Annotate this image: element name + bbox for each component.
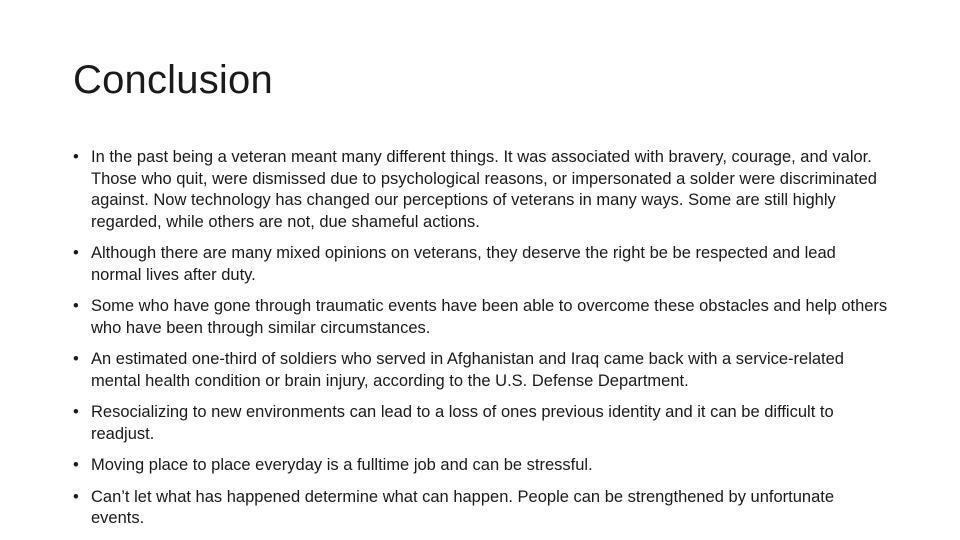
bullet-item [73,487,888,530]
bullet-icon: • [73,350,79,368]
bullet-text: Resocializing to new environments can lead to a loss of ones previous identity and it can be difficult to readjust. [91,403,834,443]
bullet-text: An estimated one-third of soldiers who served in Afghanistan and Iraq came back with a service-related mental health condition or brain injury, according to the U.S. Defense Department. [91,350,844,390]
bullet-icon: • [73,456,79,474]
bullet-icon: • [73,403,79,421]
bullet-icon: • [73,244,79,262]
bullet-item [73,243,888,286]
bullet-icon: • [73,297,79,315]
bullet-item [73,147,888,233]
bullet-list [73,147,888,540]
bullet-text: Can’t let what has happened determine what can happen. People can be strengthened by unfortunate events. [91,487,835,527]
bullet-item [73,455,888,477]
bullet-icon: • [73,487,79,506]
slide-title: Conclusion [73,58,273,102]
bullet-text: In the past being a veteran meant many different things. It was associated with bravery, courage, and valor. Those who quit, were dismissed due to psychological reasons, or impersonated a solder were discriminated against. Now technology has changed our perceptions of veterans in many ways. Some are still highly regarded, while others are not, due shameful actions. [91,148,877,231]
bullet-text: Moving place to place everyday is a fulltime job and can be stressful. [91,456,593,474]
bullet-item [73,349,888,392]
bullet-icon: • [73,148,79,166]
bullet-text: Although there are many mixed opinions on veterans, they deserve the right be be respected and lead normal lives after duty. [91,244,836,284]
bullet-text: Some who have gone through traumatic events have been able to overcome these obstacles and help others who have been through similar circumstances. [91,297,888,337]
bullet-item [73,296,888,339]
bullet-item [73,402,888,445]
